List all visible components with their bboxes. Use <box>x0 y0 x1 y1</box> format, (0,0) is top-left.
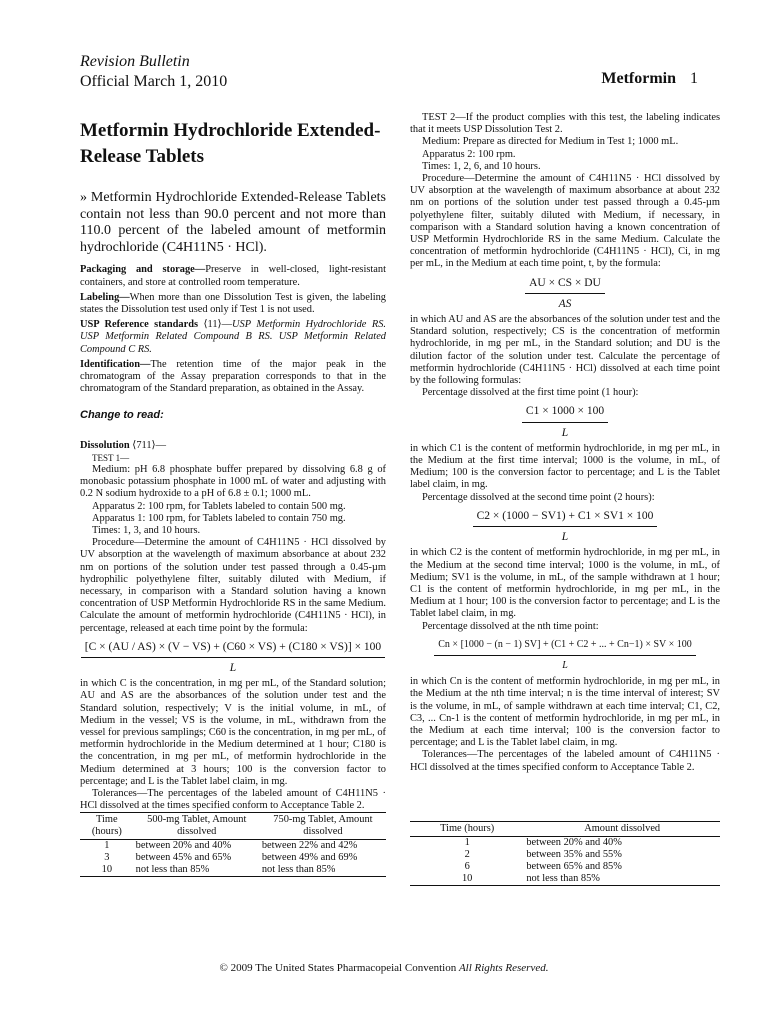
copyright-text: © 2009 The United States Pharmacopeial Convention <box>219 962 457 974</box>
nth-timepoint-label: Percentage dissolved at the nth time point: <box>422 620 599 632</box>
table-row: 3 between 45% and 65% between 49% and 69% <box>104 852 358 863</box>
monograph-name: Metformin <box>601 70 676 87</box>
first-timepoint-label: Percentage dissolved at the first time point (1 hour): <box>422 387 639 399</box>
test1-apparatus2: Apparatus 2: 100 rpm, for Tablets labeled to contain 500 mg. <box>92 500 346 512</box>
left-column <box>80 112 386 813</box>
table-row: 6 between 65% and 85% <box>464 861 622 872</box>
identification-section: Identification—The retention time of the major peak in the chromatogram of the Assay preparation corresponds to that in the chromatogram of the Standard preparation, as obtained in the Assay. <box>80 358 386 395</box>
nth-timepoint-formula: $\frac{Cn \times [1000 - (n - 1) SV] + (C1 + C2 + ... + Cn-1) \times SV \times 100}{L}$ <box>410 639 720 672</box>
page-title: Metformin Hydrochloride Extended- Release Tablets <box>80 120 381 167</box>
test1-medium: Medium: pH 6.8 phosphate buffer prepared by dissolving 6.8 g of monobasic potassium phosphate in 1000 mL of water and adjusting with 0.2 N sodium hydroxide to a pH of 6.8 ± 0.1; 1000 mL. <box>80 464 386 500</box>
test2-intro: TEST 2—If the product complies with this test, the labeling indicates that it meets USP Dissolution Test 2. <box>410 112 720 136</box>
table-row: 1 between 20% and 40% <box>464 837 622 848</box>
test1-procedure: Procedure—Determine the amount of C4H11N5 · HCl dissolved by UV absorption at the wavelength of maximum absorbance at about 232 nm on portions of the solution under test passed through a 0.45-µm hydrophilic polyethylene filter, suitably diluted with Medium, if necessary, in comparison with a Standard solution having a known concentration of USP Metformin Hydrochloride RS in the same Medium. Calculate the amount of metformin hydrochloride (C4H11N5 · HCl), in percentage, released at each time point by the formula: <box>80 537 386 634</box>
table-header: Time (hours) <box>91 814 122 837</box>
monograph-definition: » Metformin Hydrochloride Extended-Release Tablets contain not less than 90.0 percent and not more than 110.0 percent of the labeled amount of metformin hydrochloride (C4H11N5 · HCl). <box>80 190 386 255</box>
test1-definitions: in which C is the concentration, in mg per mL, of the Standard solution; AU and AS are the absorbances of the solution under test and the Standard solution, respectively; V is the initial volume, in mL, of Medium in the vessel; VS is the volume, in mL, withdrawn from the vessel for previous samplings; C60 is the concentration, in mg per mL, of metformin hydrochloride in the Medium determined at 1 hour; C180 is the concentration, in mg per mL, of metformin hydrochloride in the Medium determined at 3 hours; 100 is the conversion factor to percentage; and L is the Tablet label claim, in mg. <box>80 678 386 787</box>
test2-procedure: Procedure—Determine the amount of C4H11N5 · HCl dissolved by UV absorption at the wavelength of maximum absorbance at about 232 nm on portions of the solution under test passed through a 0.45-µm polyethylene filter, suitably diluted with Medium, if necessary, in comparison with a Standard solution having a known concentration of USP Metformin Hydrochloride RS in the same Medium. Calculate the concentration of metformin hydrochloride (C4H11N5 · HCl), Ci, in mg per mL, in the Medium at each time point, t, by the formula: <box>410 173 720 270</box>
test2-medium: Medium: Prepare as directed for Medium in Test 1; 1000 mL. <box>422 136 679 148</box>
test1-tolerances: Tolerances—The percentages of the labeled amount of C4H11N5 · HCl dissolved at the times specified conform to Acceptance Table 2. <box>80 788 386 812</box>
test1-apparatus1: Apparatus 1: 100 rpm, for Tablets labeled to contain 750 mg. <box>92 512 346 524</box>
packaging-section: Packaging and storage—Preserve in well-closed, light-resistant containers, and store at controlled room temperature. <box>80 264 386 288</box>
bulletin-label: Revision Bulletin <box>80 53 190 70</box>
concentration-formula: $\frac{AU \times CS \times DU}{AS}$ <box>410 277 720 310</box>
test1-label: TEST 1— <box>92 452 130 463</box>
acceptance-table-test2 <box>410 821 720 886</box>
first-timepoint-formula: $\frac{C1 \times 1000 \times 100}{L}$ <box>410 405 720 438</box>
page-footer <box>0 962 768 974</box>
first-timepoint-definitions: in which C1 is the content of metformin hydrochloride, in mg per mL, in the Medium at the first time interval; 1000 is the volume, in mL, of Medium; 100 is the conversion factor to percentage; and L is the Tablet label claim, in mg. <box>410 442 720 491</box>
labeling-section: Labeling—When more than one Dissolution Test is given, the labeling states the Dissolution test used only if Test 1 is not used. <box>80 291 386 315</box>
table-header: Amount dissolved <box>584 823 661 834</box>
page-header-right <box>601 70 698 88</box>
change-to-read: Change to read: <box>80 409 164 422</box>
second-timepoint-label: Percentage dissolved at the second time point (2 hours): <box>422 491 655 503</box>
table-row: 10 not less than 85% not less than 85% <box>80 864 386 877</box>
concentration-definitions: in which AU and AS are the absorbances of the solution under test and the Standard solution, respectively; CS is the concentration of metformin hydrochloride, in mg per mL, in the Standard solution; and DU is the dilution factor of the solution under test. Calculate the percentage of metformin hydrochloride (C4H11N5 · HCl) dissolved at each time point by the following formulas: <box>410 314 720 387</box>
rights-text: All Rights Reserved. <box>458 962 549 974</box>
right-column <box>410 112 720 774</box>
page-number: 1 <box>690 70 698 87</box>
table-row: 1 between 20% and 40% between 22% and 42% <box>104 840 358 851</box>
running-header <box>80 52 227 92</box>
table-row: 10 not less than 85% <box>410 873 720 886</box>
official-date: Official March 1, 2010 <box>80 73 228 90</box>
acceptance-table-test1 <box>80 812 386 877</box>
table-header: Time (hours) <box>440 823 495 834</box>
table-header: 500-mg Tablet, Amount dissolved <box>147 814 247 837</box>
test1-formula: $\frac{[C \times (AU / AS) \times (V - VS) + (C60 \times VS) + (C180 \times VS)] \times 100}{L}$ <box>80 641 386 674</box>
test2-apparatus: Apparatus 2: 100 rpm. <box>422 148 516 160</box>
test2-times: Times: 1, 2, 6, and 10 hours. <box>422 160 541 172</box>
table-row: 2 between 35% and 55% <box>464 849 622 860</box>
second-timepoint-formula: $\frac{C2 \times (1000 - SV1) + C1 \times SV1 \times 100}{L}$ <box>410 510 720 543</box>
usp-reference-section: USP Reference standards ⟨11⟩—USP Metformin Hydrochloride RS. USP Metformin Related Compound B RS. USP Metformin Related Compound C RS. <box>80 319 386 355</box>
nth-timepoint-definitions: in which Cn is the content of metformin hydrochloride, in mg per mL, in the Medium at the nth time interval; n is the time interval of interest; SV is the volume, in mL, of sample withdrawn at each time interval; C1, C2, C3, ... Cn-1 is the content of metformin hydrochloride, in mg per mL, in the Medium at each time interval; 100 is the conversion factor to percentage; and L is the Tablet label claim, in mg. <box>410 676 720 749</box>
test2-tolerances: Tolerances—The percentages of the labeled amount of C4H11N5 · HCl dissolved at the times specified conform to Acceptance Table 2. <box>410 749 720 773</box>
table-header: 750-mg Tablet, Amount dissolved <box>273 814 373 837</box>
test1-times: Times: 1, 3, and 10 hours. <box>92 525 201 537</box>
second-timepoint-definitions: in which C2 is the content of metformin hydrochloride, in mg per mL, in the Medium at the second time interval; 1000 is the volume, in mL, of Medium; SV1 is the volume, in mL, of the sample withdrawn at 1 hour; C1 is the content of metformin hydrochloride, in mg per mL, in the Medium at 1 hour; 100 is the conversion factor to percentage; and L is the Tablet label claim, in mg. <box>410 547 720 620</box>
dissolution-heading: Dissolution ⟨711⟩— <box>80 439 166 451</box>
